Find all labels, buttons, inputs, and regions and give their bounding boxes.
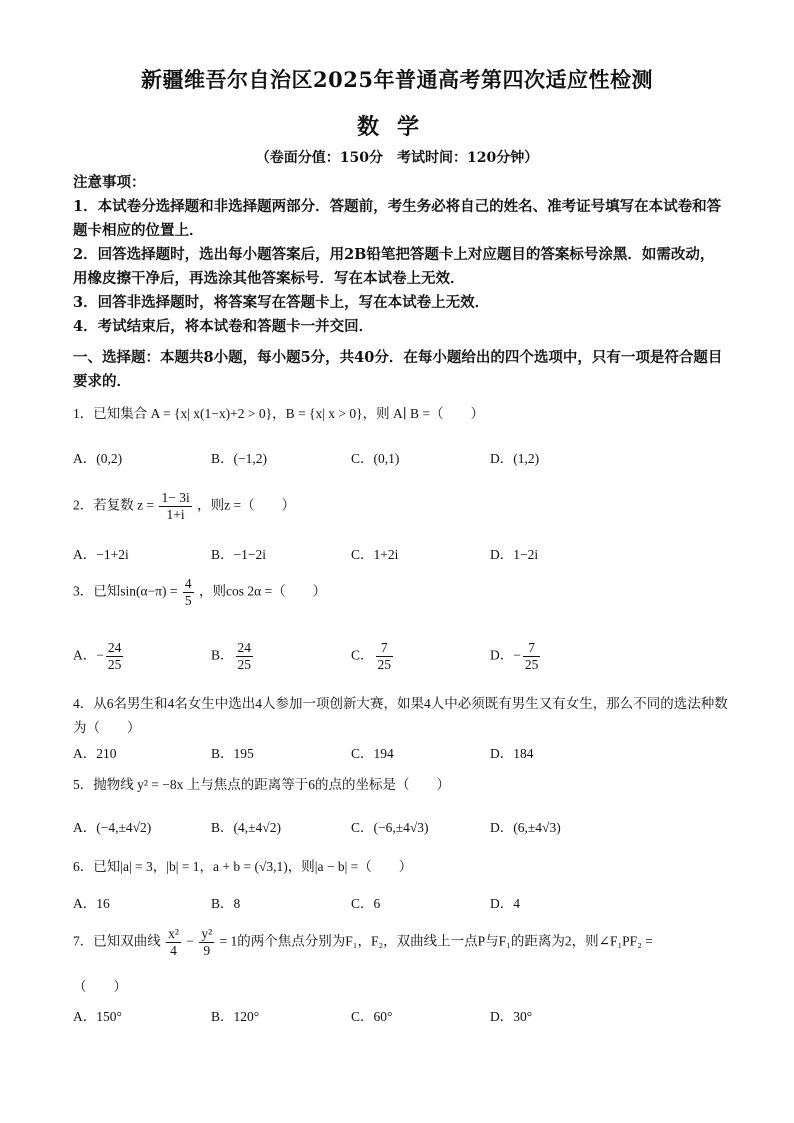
option-a: A．150° bbox=[73, 1009, 122, 1024]
subject-title: 数学 bbox=[356, 114, 437, 140]
exam-title: 新疆维吾尔自治区2025年普通高考第四次适应性检测 bbox=[141, 67, 653, 92]
note-item: 2．回答选择题时，选出每小题答案后，用2B铅笔把答题卡上对应题目的答案标号涂黑．如需改动，用橡皮擦干净后，再选涂其他答案标号．写在本试卷上无效． bbox=[73, 246, 715, 287]
option-c: C．60° bbox=[351, 1009, 393, 1024]
question-3-options bbox=[73, 640, 733, 680]
fraction bbox=[166, 926, 181, 959]
note-item: 3．回答非选择题时，将答案写在答题卡上，写在本试卷上无效． bbox=[73, 294, 490, 311]
question-1: 1．已知集合 A = {x| x(1−x)+2 > 0}，B = {x| x > 0}，则 A∣ B =（ ） bbox=[73, 406, 485, 421]
option-b: B．195 bbox=[211, 746, 254, 761]
option-c: C．(−6,±4√3) bbox=[351, 820, 429, 835]
exam-meta: （卷面分值：150分 考试时间：120分钟） bbox=[255, 150, 539, 166]
option-b bbox=[211, 640, 255, 673]
option-label: B． bbox=[211, 647, 234, 663]
note-item: 1．本试卷分选择题和非选择题两部分．答题前，考生务必将自己的姓名、准考证号填写在本试卷和答题卡相应的位置上． bbox=[73, 198, 722, 239]
option-d: D．4 bbox=[490, 896, 520, 911]
option-b: B．(4,±4√2) bbox=[211, 820, 281, 835]
question-2-options bbox=[73, 543, 733, 567]
option-sign: − bbox=[96, 647, 104, 663]
fraction-numerator: 7 bbox=[523, 640, 541, 657]
option-a: A．16 bbox=[73, 896, 110, 911]
fraction-denominator: 5 bbox=[184, 593, 192, 608]
question-6-options bbox=[73, 892, 733, 916]
fraction bbox=[106, 640, 124, 673]
fraction-numerator: 24 bbox=[237, 640, 252, 655]
question-3-suffix: ，则cos 2α =（ ） bbox=[199, 583, 327, 599]
note-item: 4．考试结束后，将本试卷和答题卡一并交回． bbox=[73, 318, 374, 335]
question-6: 6．已知|a| = 3，|b| = 1，a + b = (√3,1)，则|a − b| =（ ） bbox=[73, 859, 413, 874]
question-2-lhs: z = bbox=[137, 497, 155, 513]
option-label: C． bbox=[351, 647, 374, 663]
option-c: C．6 bbox=[351, 896, 381, 911]
notes-heading: 注意事项： bbox=[73, 174, 146, 191]
option-b: B．(−1,2) bbox=[211, 451, 267, 466]
option-b: B．8 bbox=[211, 896, 241, 911]
option-d bbox=[490, 640, 542, 673]
question-3 bbox=[73, 576, 733, 609]
minus-sign: − bbox=[186, 933, 194, 949]
fraction-numerator: 7 bbox=[376, 640, 394, 657]
fraction-numerator: 24 bbox=[107, 640, 122, 655]
option-a: A．−1+2i bbox=[73, 547, 129, 562]
fraction-denominator: 25 bbox=[237, 657, 252, 672]
fraction-numerator: 4 bbox=[184, 576, 192, 591]
fraction bbox=[159, 490, 191, 523]
option-a: A．(−4,±4√2) bbox=[73, 820, 152, 835]
notes-block bbox=[73, 171, 723, 339]
question-5-options bbox=[73, 816, 733, 840]
fraction-denominator: 4 bbox=[170, 943, 177, 958]
question-7 bbox=[73, 926, 733, 959]
section-heading: 一、选择题：本题共8小题，每小题5分，共40分．在每小题给出的四个选项中，只有一项是符合题目要求的． bbox=[73, 349, 723, 390]
option-a: A．210 bbox=[73, 746, 117, 761]
option-label: A． bbox=[73, 647, 97, 663]
fraction-denominator: 25 bbox=[377, 657, 392, 672]
fraction-denominator: 25 bbox=[524, 657, 539, 672]
option-c: C．194 bbox=[351, 746, 394, 761]
fraction-numerator: x² bbox=[168, 926, 179, 941]
fraction bbox=[376, 640, 394, 673]
question-4: 4．从6名男生和4名女生中选出4人参加一项创新大赛，如果4人中必须既有男生又有女生，那么不同的选法种数为（ ） bbox=[73, 696, 728, 735]
option-a: A．(0,2) bbox=[73, 451, 123, 466]
question-4-options bbox=[73, 742, 733, 766]
fraction-numerator: y² bbox=[201, 926, 213, 941]
question-7-prefix: 7．已知双曲线 bbox=[73, 933, 161, 949]
fraction bbox=[523, 640, 541, 673]
question-2-suffix: ，则z =（ ） bbox=[197, 497, 296, 513]
option-sign: − bbox=[513, 647, 521, 663]
fraction-numerator: 1− 3i bbox=[161, 490, 190, 505]
fraction bbox=[199, 926, 214, 959]
option-c: C．1+2i bbox=[351, 547, 399, 562]
question-3-prefix: 3．已知sin(α−π) = bbox=[73, 583, 178, 599]
fraction bbox=[183, 576, 194, 609]
question-1-options bbox=[73, 447, 733, 471]
question-2 bbox=[73, 490, 733, 523]
option-a bbox=[73, 640, 125, 673]
option-d: D．(6,±4√3) bbox=[490, 820, 561, 835]
question-7-suffix: = 1的两个焦点分别为F₁，F₂，双曲线上一点P与F₁的距离为2，则∠F₁PF₂ = bbox=[219, 933, 653, 949]
option-c bbox=[351, 640, 395, 673]
option-c: C．(0,1) bbox=[351, 451, 400, 466]
option-b: B．−1−2i bbox=[211, 547, 266, 562]
option-b: B．120° bbox=[211, 1009, 260, 1024]
question-5: 5．抛物线 y² = −8x 上与焦点的距离等于6的点的坐标是（ ） bbox=[73, 777, 451, 792]
question-2-prefix: 2．若复数 bbox=[73, 497, 134, 513]
question-7-options bbox=[73, 1005, 733, 1029]
option-d: D．1−2i bbox=[490, 547, 539, 562]
fraction-denominator: 25 bbox=[107, 657, 122, 672]
fraction bbox=[236, 640, 254, 673]
option-label: D． bbox=[490, 647, 514, 663]
fraction-denominator: 9 bbox=[203, 943, 211, 958]
fraction-denominator: 1+i bbox=[166, 507, 185, 522]
answer-paren: （ ） bbox=[73, 979, 127, 994]
option-d: D．(1,2) bbox=[490, 451, 540, 466]
option-d: D．184 bbox=[490, 746, 534, 761]
option-d: D．30° bbox=[490, 1009, 533, 1024]
